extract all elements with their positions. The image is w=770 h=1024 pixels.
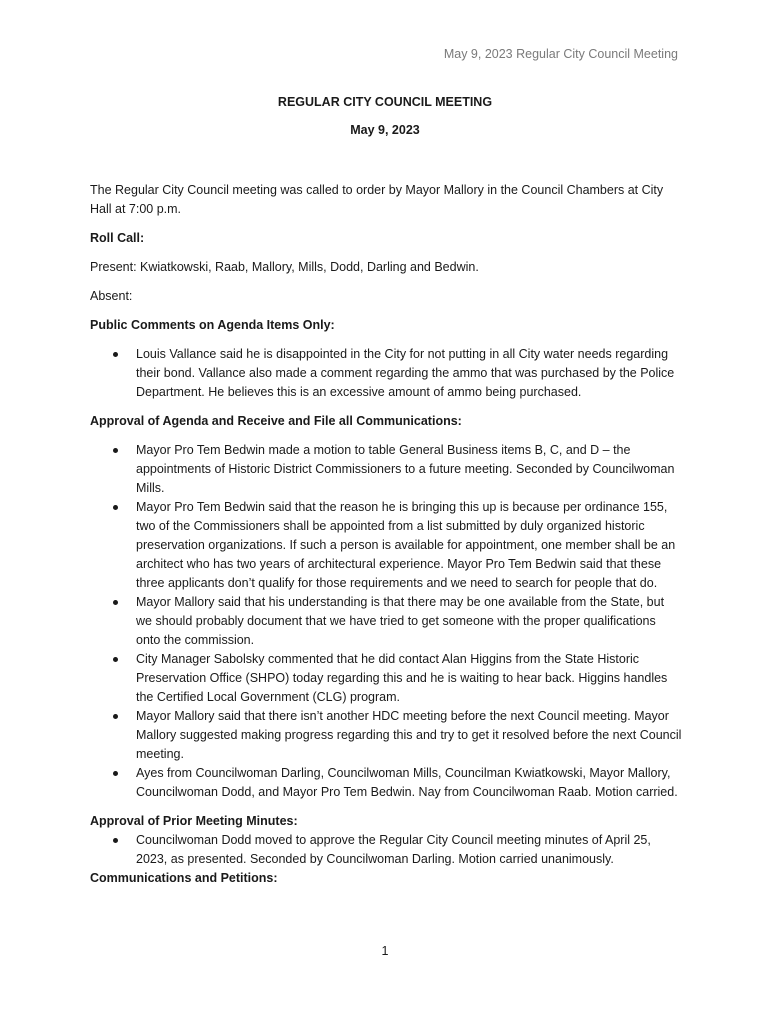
bullet-icon bbox=[113, 448, 118, 453]
list-item-text: City Manager Sabolsky commented that he did contact Alan Higgins from the State Historic Preservation Office (SHPO) today regarding this and he is waiting to hear back. Higgins handles the Certified Local Government (CLG) program. bbox=[136, 652, 668, 704]
list-item-text: Mayor Mallory said that there isn’t another HDC meeting before the next Council meeting. Mayor Mallory suggested making progress regarding this and try to get it resolved before the next Council meeting. bbox=[136, 709, 682, 761]
bullet-icon bbox=[113, 838, 118, 843]
bullet-icon bbox=[113, 352, 118, 357]
bullet-icon bbox=[113, 657, 118, 662]
list-item-text: Mayor Pro Tem Bedwin said that the reason he is bringing this up is because per ordinance 155, two of the Commissioners shall be appointed from a list submitted by duly organized historic preservation organizations. If such a person is available for appointment, one member shall be an architect who has two years of architectural experience. Mayor Pro Tem Bedwin said that these three applicants don’t qualify for those requirements and we need to search for people that do. bbox=[136, 500, 676, 590]
list-item bbox=[90, 345, 682, 402]
list-item bbox=[90, 831, 682, 869]
page-number: 1 bbox=[381, 944, 389, 958]
absent-line: Absent: bbox=[90, 289, 133, 303]
list-item bbox=[90, 650, 682, 707]
meeting-date: May 9, 2023 bbox=[350, 123, 420, 137]
bullet-icon bbox=[113, 600, 118, 605]
document-title: REGULAR CITY COUNCIL MEETING bbox=[277, 95, 493, 109]
prior-minutes-list bbox=[90, 831, 682, 869]
roll-call-heading: Roll Call: bbox=[90, 231, 145, 245]
prior-minutes-heading: Approval of Prior Meeting Minutes: bbox=[90, 814, 298, 828]
communications-heading: Communications and Petitions: bbox=[90, 871, 278, 885]
bullet-icon bbox=[113, 505, 118, 510]
list-item-text: Ayes from Councilwoman Darling, Councilwoman Mills, Councilman Kwiatkowski, Mayor Mallory, Councilwoman Dodd, and Mayor Pro Tem Bedwin. Nay from Councilwoman Raab. Motion carried. bbox=[136, 766, 678, 799]
present-line: Present: Kwiatkowski, Raab, Mallory, Mills, Dodd, Darling and Bedwin. bbox=[90, 260, 479, 274]
list-item bbox=[90, 707, 682, 764]
approval-agenda-heading: Approval of Agenda and Receive and File all Communications: bbox=[90, 414, 462, 428]
bullet-icon bbox=[113, 714, 118, 719]
list-item bbox=[90, 764, 682, 802]
document-body bbox=[90, 181, 682, 898]
intro-paragraph: The Regular City Council meeting was called to order by Mayor Mallory in the Council Chambers at City Hall at 7:00 p.m. bbox=[90, 183, 664, 216]
list-item-text: Councilwoman Dodd moved to approve the Regular City Council meeting minutes of April 25, 2023, as presented. Seconded by Councilwoman Darling. Motion carried unanimously. bbox=[136, 833, 651, 866]
running-header: May 9, 2023 Regular City Council Meeting bbox=[443, 47, 678, 61]
list-item bbox=[90, 593, 682, 650]
bullet-icon bbox=[113, 771, 118, 776]
approval-agenda-list bbox=[90, 441, 682, 802]
list-item-text: Louis Vallance said he is disappointed in the City for not putting in all City water needs regarding their bond. Vallance also made a comment regarding the ammo that was purchased by the Police Department. He believes this is an excessive amount of ammo being purchased. bbox=[136, 347, 675, 399]
list-item bbox=[90, 441, 682, 498]
public-comments-heading: Public Comments on Agenda Items Only: bbox=[90, 318, 335, 332]
public-comments-list bbox=[90, 345, 682, 402]
list-item bbox=[90, 498, 682, 593]
list-item-text: Mayor Mallory said that his understanding is that there may be one available from the State, but we should probably document that we have tried to get someone with the proper qualifications onto the commission. bbox=[136, 595, 665, 647]
list-item-text: Mayor Pro Tem Bedwin made a motion to table General Business items B, C, and D – the appointments of Historic District Commissioners to a future meeting. Seconded by Councilwoman Mills. bbox=[136, 443, 675, 495]
